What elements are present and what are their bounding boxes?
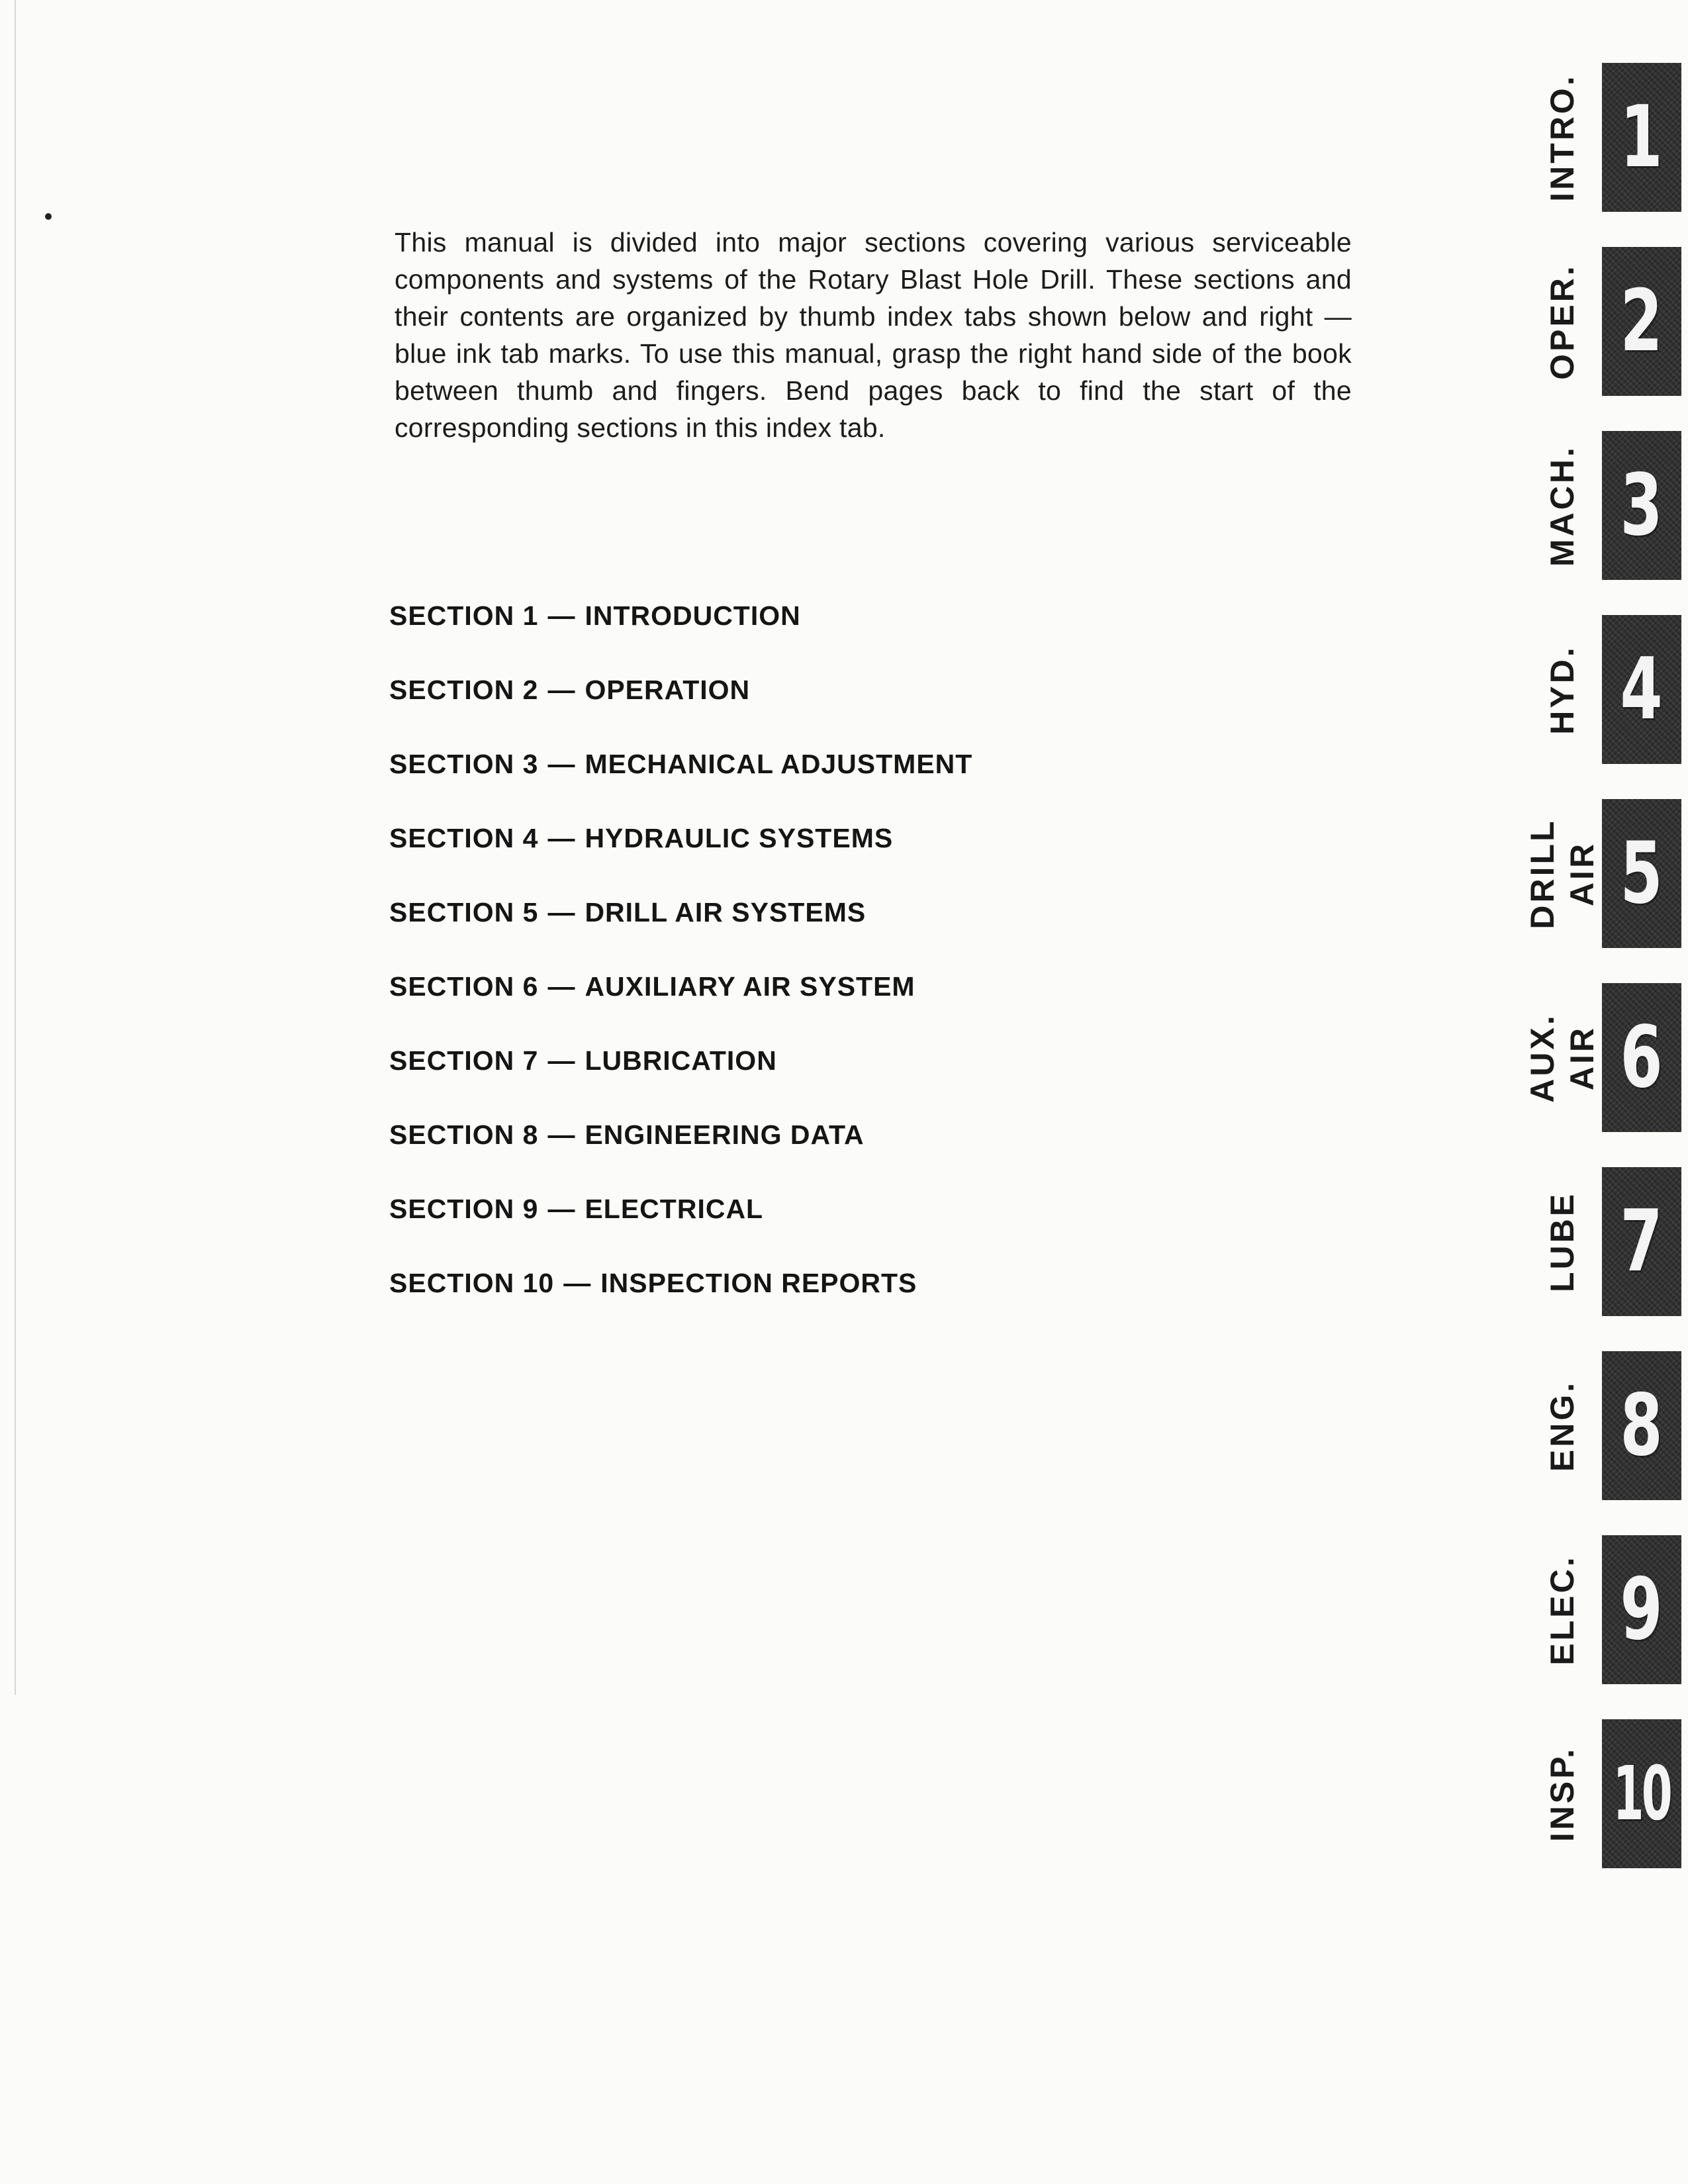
tab-label-text: DRILL AIR xyxy=(1524,818,1601,929)
tab-number: 6 xyxy=(1620,1008,1664,1107)
thumb-tab xyxy=(1523,1719,1688,1868)
section-item xyxy=(389,1115,1184,1189)
section-item xyxy=(389,892,1184,967)
tab-number-block xyxy=(1602,1719,1681,1868)
section-dash: — xyxy=(563,1268,592,1298)
tab-number: 3 xyxy=(1620,455,1664,555)
section-dash: — xyxy=(547,1194,576,1224)
tab-number: 1 xyxy=(1620,87,1664,187)
section-dash: — xyxy=(547,600,576,631)
section-title: DRILL AIR SYSTEMS xyxy=(585,897,867,927)
tab-label-text: INTRO. xyxy=(1544,73,1581,202)
tab-label-text: MACH. xyxy=(1544,444,1581,567)
section-label: SECTION 6 xyxy=(389,971,539,1002)
section-title: LUBRICATION xyxy=(585,1045,777,1076)
section-item xyxy=(389,1263,1184,1337)
thumb-tab xyxy=(1523,1535,1688,1684)
tab-number: 4 xyxy=(1620,640,1664,739)
section-title: INSPECTION REPORTS xyxy=(600,1268,917,1298)
section-item xyxy=(389,670,1184,744)
section-title: ENGINEERING DATA xyxy=(585,1119,865,1150)
page-binding-line xyxy=(15,0,16,1695)
section-label: SECTION 8 xyxy=(389,1119,539,1150)
section-dash: — xyxy=(547,675,576,705)
tab-number-block xyxy=(1602,799,1681,948)
section-label: SECTION 5 xyxy=(389,897,539,927)
tab-label-text: INSP. xyxy=(1544,1746,1581,1842)
section-list xyxy=(389,596,1184,1337)
section-title: MECHANICAL ADJUSTMENT xyxy=(585,749,973,779)
section-label: SECTION 7 xyxy=(389,1045,539,1076)
tab-label xyxy=(1523,1719,1602,1868)
section-label: SECTION 3 xyxy=(389,749,539,779)
tab-label xyxy=(1523,1351,1602,1500)
section-title: ELECTRICAL xyxy=(585,1194,764,1224)
section-dash: — xyxy=(547,1045,576,1076)
thumb-tab xyxy=(1523,247,1688,396)
section-dash: — xyxy=(547,897,576,927)
tab-label-text: OPER. xyxy=(1544,263,1581,380)
tab-number: 9 xyxy=(1620,1560,1664,1659)
tab-number: 5 xyxy=(1620,824,1664,923)
tab-number: 7 xyxy=(1620,1192,1664,1291)
tab-number-block xyxy=(1602,247,1681,396)
thumb-tab xyxy=(1523,63,1688,212)
thumb-tab xyxy=(1523,615,1688,764)
section-title: INTRODUCTION xyxy=(585,600,801,631)
intro-paragraph: This manual is divided into major sections covering various serviceable components and systems of the Rotary Blast Hole Drill. These sections and their contents are organized by thumb index tabs shown below and right — blue ink tab marks. To use this manual, grasp the right hand side of the book between thumb and fingers. Bend pages back to find the start of the corresponding sections in this index tab. xyxy=(395,227,1352,443)
section-item xyxy=(389,596,1184,670)
tab-number-block xyxy=(1602,615,1681,764)
tab-label xyxy=(1523,983,1602,1132)
tab-label xyxy=(1523,799,1602,948)
tab-number-block xyxy=(1602,431,1681,580)
section-dash: — xyxy=(547,1119,576,1150)
tab-number-block xyxy=(1602,1167,1681,1316)
section-dash: — xyxy=(547,749,576,779)
section-item xyxy=(389,744,1184,818)
tab-label xyxy=(1523,247,1602,396)
tab-number-block xyxy=(1602,983,1681,1132)
section-title: OPERATION xyxy=(585,675,751,705)
section-item xyxy=(389,1189,1184,1263)
section-label: SECTION 9 xyxy=(389,1194,539,1224)
tab-label-text: ELEC. xyxy=(1544,1554,1581,1666)
section-label: SECTION 10 xyxy=(389,1268,555,1298)
section-item xyxy=(389,1041,1184,1115)
thumb-tab xyxy=(1523,983,1688,1132)
section-label: SECTION 4 xyxy=(389,823,539,853)
section-title: HYDRAULIC SYSTEMS xyxy=(585,823,894,853)
section-dash: — xyxy=(547,823,576,853)
thumb-tab xyxy=(1523,799,1688,948)
section-item xyxy=(389,818,1184,892)
tab-number: 10 xyxy=(1613,1750,1671,1837)
tab-number-block xyxy=(1602,1351,1681,1500)
tab-label-text: HYD. xyxy=(1544,644,1581,735)
tab-label xyxy=(1523,615,1602,764)
section-label: SECTION 1 xyxy=(389,600,539,631)
tab-label xyxy=(1523,1535,1602,1684)
section-label: SECTION 2 xyxy=(389,675,539,705)
tab-label xyxy=(1523,63,1602,212)
thumb-tab xyxy=(1523,1351,1688,1500)
section-dash: — xyxy=(547,971,576,1002)
thumb-tab xyxy=(1523,431,1688,580)
tab-label xyxy=(1523,1167,1602,1316)
section-item xyxy=(389,967,1184,1041)
tab-number-block xyxy=(1602,63,1681,212)
page-speck xyxy=(45,213,52,220)
tab-number: 8 xyxy=(1620,1376,1664,1475)
tab-number-block xyxy=(1602,1535,1681,1684)
tab-label-text: AUX. AIR xyxy=(1524,1012,1601,1103)
tab-number: 2 xyxy=(1620,271,1664,371)
tab-label-text: LUBE xyxy=(1544,1191,1581,1292)
tab-label xyxy=(1523,431,1602,580)
tab-label-text: ENG. xyxy=(1544,1380,1581,1472)
section-title: AUXILIARY AIR SYSTEM xyxy=(585,971,915,1002)
thumb-tab xyxy=(1523,1167,1688,1316)
